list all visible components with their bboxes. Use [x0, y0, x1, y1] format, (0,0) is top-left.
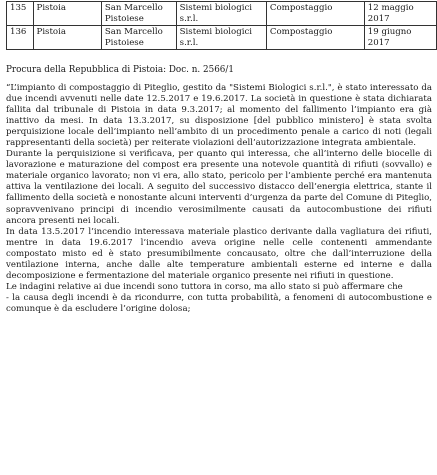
paragraph-investigation: Le indagini relative ai due incendi sono tuttora in corso, ma allo stato si può affermare che	[6, 281, 403, 292]
row-number: 136	[7, 26, 34, 50]
activity-cell: Compostaggio	[266, 2, 364, 26]
province-cell: Pistoia	[33, 2, 101, 26]
activity-cell: Compostaggio	[266, 26, 364, 50]
paragraph-cause: - la causa degli incendi è da ricondurre, con tutta probabilità, a fenomeni di autocombustione e comunque è da escludere l’origine dolosa;	[6, 292, 432, 314]
table-row	[7, 26, 437, 50]
table-row	[7, 2, 437, 26]
document-body	[6, 83, 432, 315]
row-number: 135	[7, 2, 34, 26]
paragraph-search: Durante la perquisizione si verificava, per quanto qui interessa, che all’interno delle biocelle di lavorazione e maturazione del compost era presente una notevole quantità di rifiuti (sovvallo) e materiale organico lavorato; non vi era, allo stato, pericolo per l’ambiente perché era mantenuta attiva la ventilazione dei locali. A seguito del successivo distacco dell’energia elettrica, stante il fallimento della società e nonostante alcuni interventi d’urgenza da parte del Comune di Piteglio, sopravvenivano principi di incendio verosimilmente causati da autocombustione dei rifiuti ancora presenti nei locali.	[6, 149, 432, 226]
municipality-cell: San Marcello Pistoiese	[101, 26, 176, 50]
source-reference: Procura della Repubblica di Pistoia: Doc. n. 2566/1	[6, 65, 234, 75]
paragraph-fires: In data 13.5.2017 l’incendio interessava materiale plastico derivante dalla vagliatura dei rifiuti, mentre in data 19.6.2017 l’incendio aveva origine nelle celle contenenti ammendante compostato misto ed è stato presumibilmente concausato, oltre che dall’interruzione della ventilazione interna, anche dalle alte temperature ambientali esterne ed interne e dalla decomposizione e fermentazione del materiale organico presente nei rifiuti in questione.	[6, 226, 432, 281]
date-cell: 12 maggio 2017	[364, 2, 436, 26]
province-cell: Pistoia	[33, 26, 101, 50]
date-cell: 19 giugno 2017	[364, 26, 436, 50]
paragraph-intro: “L’impianto di compostaggio di Piteglio, gestito da "Sistemi Biologici s.r.l.", è stato interessato da due incendi avvenuti nelle date 12.5.2017 e 19.6.2017. La società in questione è stata dichiarata fallita dal tribunale di Pistoia in data 9.3.2017; al momento del fallimento l’impianto era già inattivo da mesi. In data 13.3.2017, su disposizione [del pubblico ministero] è stata svolta perquisizione locale dell’impianto nell’ambito di un procedimento penale a carico di noti (legali rappresentanti della società) per reiterate violazioni dell’autorizzazione integrata ambientale.	[6, 83, 432, 149]
municipality-cell: San Marcello Pistoiese	[101, 2, 176, 26]
company-cell: Sistemi biologici s.r.l.	[176, 2, 266, 26]
company-cell: Sistemi biologici s.r.l.	[176, 26, 266, 50]
fires-table	[6, 1, 437, 50]
